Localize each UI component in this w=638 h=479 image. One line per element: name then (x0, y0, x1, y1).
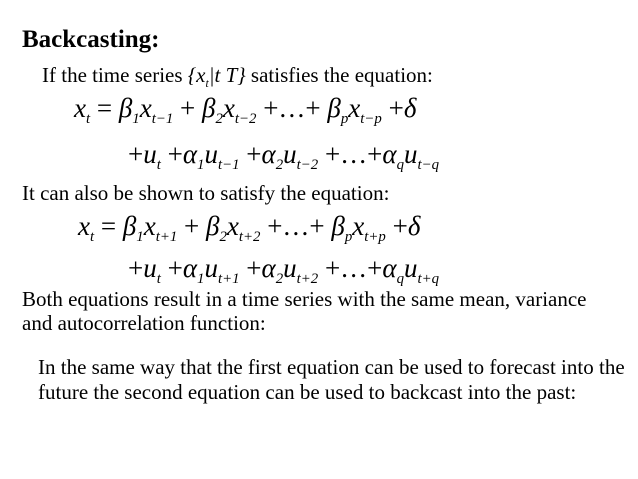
forecast-equation-line-1: $x_t = \beta_1x_{t-1} + \beta_2x_{t-2}$ +…+ $\beta_px_{t-p} +\delta$ (74, 93, 417, 127)
time-series-set: {$x_t|t$ T} (187, 63, 246, 91)
slide-title: Backcasting: (22, 26, 160, 53)
backcast-equation-line-2: $+u_t +\alpha_1u_{t+1} +\alpha_2u_{t+2}$ $+\dots+\alpha_qu_{t+q}$ (128, 253, 440, 287)
also-text: It can also be shown to satisfy the equation: (22, 181, 390, 205)
forecast-equation-line-2: $+u_t +\alpha_1u_{t-1} +\alpha_2u_{t-2}$ $+\dots+\alpha_qu_{t-q}$ (128, 139, 440, 173)
same-way-text: In the same way that the first equation can be used to forecast into the future the second equation can be used to backcast into the past: (38, 355, 625, 404)
backcast-equation-line-1: $x_t = \beta_1x_{t+1} + \beta_2x_{t+2}$ +…+ $\beta_px_{t+p} +\delta$ (78, 211, 421, 245)
both-equations-text: Both equations result in a time series with the same mean, variance and autocorrelation function: (22, 287, 587, 335)
intro-text: If the time series {$x_t|t$ T} satisfies the equation: (42, 63, 433, 91)
